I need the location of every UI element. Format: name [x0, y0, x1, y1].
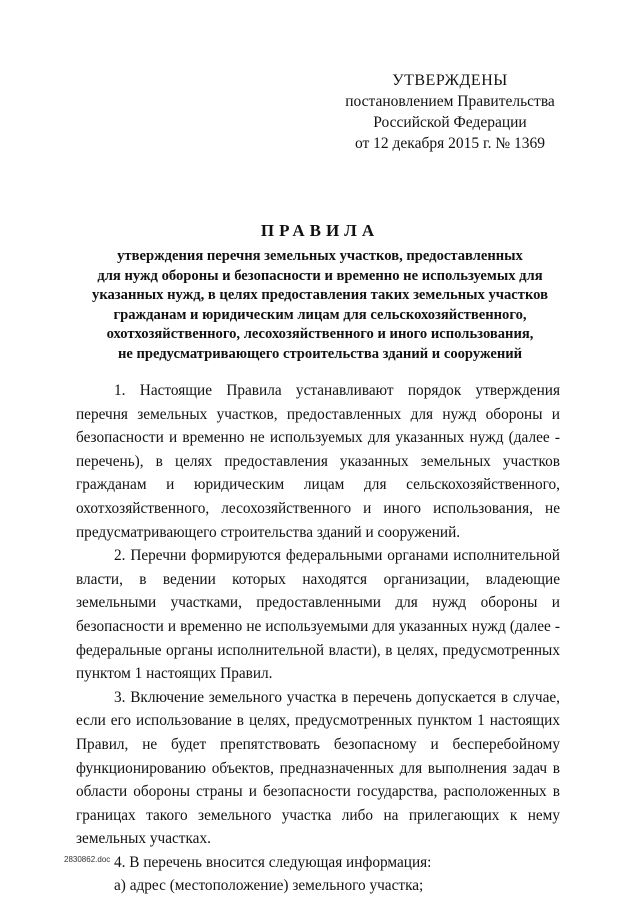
file-name-footer: 2830862.doc — [64, 855, 111, 864]
approval-line: от 12 декабря 2015 г. № 1369 — [354, 135, 546, 152]
subtitle-line: гражданам и юридическим лицам для сельскохозяйственного, — [113, 306, 527, 323]
approval-heading: УТВЕРЖДЕНЫ — [392, 72, 508, 89]
paragraph-3: 3. Включение земельного участка в перечень допускается в случае, если его использование в целях, предусмотренных пунктом 1 настоящих Правил, не будет препятствовать безопасному и бесперебойному функционированию объектов, предназначенных для выполнения задач в области обороны страны и безопасности государства, расположенных в границах такого земельного участка либо на прилегающих к нему земельных участках. — [76, 688, 560, 848]
paragraph-2: 2. Перечни формируются федеральными органами исполнительной власти, в ведении которых находятся организации, владеющие земельными участками, предоставленными для нужд обороны и безопасности и временно не используемыми для указанных нужд (далее - федеральные органы исполнительной власти), в целях, предусмотренных пунктом 1 настоящих Правил. — [76, 547, 560, 683]
approval-block — [330, 70, 570, 154]
paragraph-1: 1. Настоящие Правила устанавливают порядок утверждения перечня земельных участков, предоставленных для нужд обороны и безопасности и временно не используемых для указанных нужд (далее - перечень), в целях предоставления указанных земельных участков гражданам и юридическим лицам для сельскохозяйственного, охотхозяйственного, лесохозяйственного и иного использования, не предусматривающего строительства зданий и сооружений. — [76, 382, 560, 541]
document-subtitle — [78, 247, 562, 365]
approval-line: Российской Федерации — [373, 114, 527, 131]
document-body — [76, 379, 560, 898]
subtitle-line: охотхозяйственного, лесохозяйственного и иного использования, — [106, 326, 534, 343]
subtitle-line: для нужд обороны и безопасности и временно не используемых для — [97, 267, 543, 284]
paragraph-4: 4. В перечень вносится следующая информация: — [114, 853, 432, 871]
approval-line: постановлением Правительства — [345, 93, 555, 110]
subtitle-line: указанных нужд, в целях предоставления таких земельных участков — [92, 287, 548, 304]
subtitle-line: не предусматривающего строительства зданий и сооружений — [117, 345, 523, 362]
subtitle-line: утверждения перечня земельных участков, предоставленных — [117, 248, 523, 264]
paragraph-4a: а) адрес (местоположение) земельного участка; — [114, 877, 424, 895]
document-title: ПРАВИЛА — [260, 221, 380, 240]
